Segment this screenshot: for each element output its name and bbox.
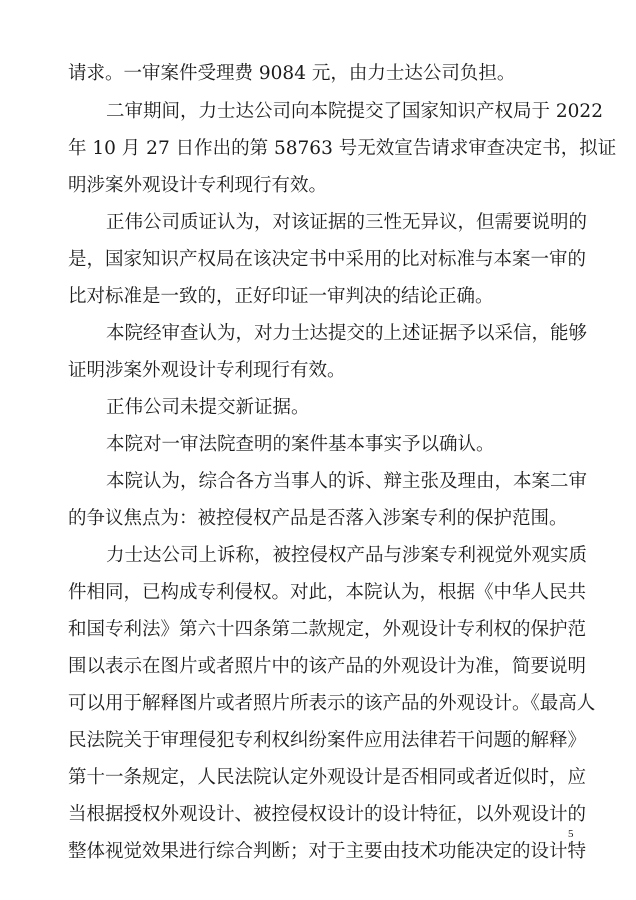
text-line: 的争议焦点为：被控侵权产品是否落入涉案专利的保护范围。 — [68, 508, 568, 529]
text-line: 二审期间，力士达公司向本院提交了国家知识产权局于 2022 — [106, 101, 603, 122]
text-line: 整体视觉效果进行综合判断；对于主要由技术功能决定的设计特 — [68, 841, 587, 862]
text-line: 可以用于解释图片或者照片所表示的该产品的外观设计。《最高人 — [68, 693, 596, 714]
page-number: 5 — [568, 828, 574, 840]
text-line: 本院经审查认为，对力士达提交的上述证据予以采信，能够 — [106, 323, 588, 344]
text-line: 是，国家知识产权局在该决定书中采用的比对标准与本案一审的 — [68, 249, 587, 270]
text-line: 件相同，已构成专利侵权。对此，本院认为，根据《中华人民共 — [68, 582, 587, 603]
text-line: 比对标准是一致的，正好印证一审判决的结论正确。 — [68, 286, 494, 307]
text-line: 本院对一审法院查明的案件基本事实予以确认。 — [106, 434, 495, 455]
text-line: 本院认为，综合各方当事人的诉、辩主张及理由，本案二审 — [106, 471, 588, 492]
text-line: 请求。一审案件受理费 9084 元，由力士达公司负担。 — [68, 63, 516, 84]
text-line: 明涉案外观设计专利现行有效。 — [68, 175, 328, 196]
text-line: 当根据授权外观设计、被控侵权设计的设计特征，以外观设计的 — [68, 804, 587, 825]
text-line: 力士达公司上诉称，被控侵权产品与涉案专利视觉外观实质 — [106, 545, 588, 566]
text-line: 民法院关于审理侵犯专利权纠纷案件应用法律若干问题的解释》 — [68, 730, 587, 751]
text-line: 正伟公司未提交新证据。 — [106, 397, 310, 418]
text-line: 证明涉案外观设计专利现行有效。 — [68, 360, 346, 381]
text-line: 和国专利法》第六十四条第二款规定，外观设计专利权的保护范 — [68, 619, 587, 640]
text-line: 正伟公司质证认为，对该证据的三性无异议，但需要说明的 — [106, 212, 588, 233]
text-line: 年 10 月 27 日作出的第 58763 号无效宣告请求审查决定书，拟证 — [68, 138, 617, 159]
text-line: 第十一条规定，人民法院认定外观设计是否相同或者近似时，应 — [68, 767, 587, 788]
text-line: 围以表示在图片或者照片中的该产品的外观设计为准，简要说明 — [68, 656, 587, 677]
